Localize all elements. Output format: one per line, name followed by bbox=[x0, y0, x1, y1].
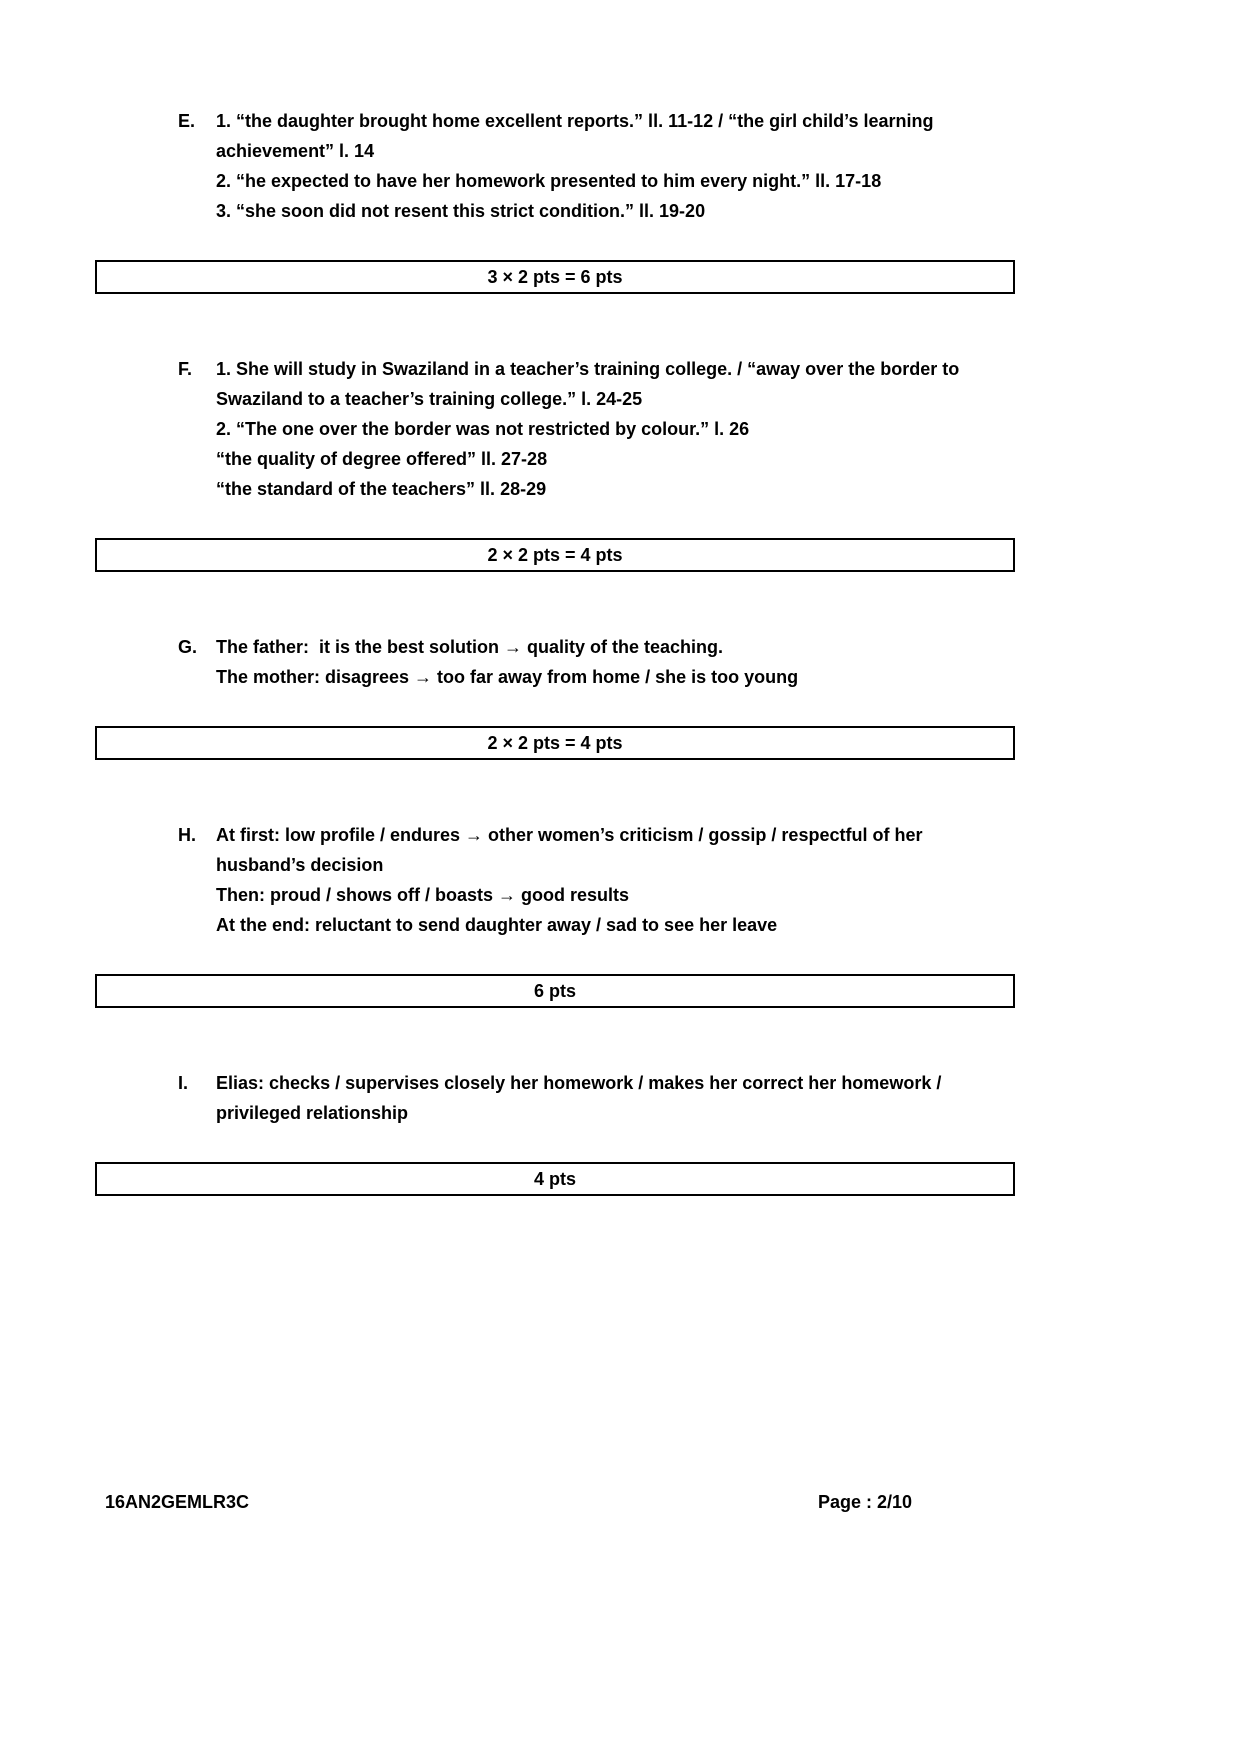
points-label: 6 pts bbox=[533, 980, 576, 1001]
section-letter: F. bbox=[178, 359, 193, 379]
page-footer bbox=[0, 1492, 1240, 1522]
answer-section-i bbox=[178, 1068, 996, 1128]
answer-line: 2. “The one over the border was not restricted by colour.” l. 26 bbox=[216, 419, 750, 439]
answer-line: 3. “she soon did not resent this strict condition.” ll. 19-20 bbox=[216, 201, 706, 221]
section-body bbox=[216, 820, 996, 940]
answer-section-f bbox=[178, 354, 996, 504]
answer-line: 1. “the daughter brought home excellent reports.” ll. 11-12 / “the girl child’s learning achievement” l. 14 bbox=[216, 111, 939, 161]
answer-line: At the end: reluctant to send daughter away / sad to see her leave bbox=[216, 915, 778, 935]
answer-line: “the standard of the teachers” ll. 28-29 bbox=[216, 479, 547, 499]
answer-line: “the quality of degree offered” ll. 27-28 bbox=[216, 449, 548, 469]
answer-section-h bbox=[178, 820, 996, 940]
document-code: 16AN2GEMLR3C bbox=[105, 1492, 250, 1512]
section-body bbox=[216, 106, 996, 226]
points-box bbox=[95, 726, 1015, 760]
section-body bbox=[216, 1068, 996, 1128]
points-box bbox=[95, 538, 1015, 572]
page-content bbox=[0, 106, 1240, 1196]
answer-line: Elias: checks / supervises closely her homework / makes her correct her homework / privileged relationship bbox=[216, 1073, 947, 1123]
points-label: 2 × 2 pts = 4 pts bbox=[487, 544, 623, 565]
section-body bbox=[216, 354, 996, 504]
answer-line: 2. “he expected to have her homework presented to him every night.” ll. 17-18 bbox=[216, 171, 882, 191]
answer-line: The mother: disagrees → too far away from home / she is too young bbox=[216, 667, 799, 687]
answer-line: Then: proud / shows off / boasts → good results bbox=[216, 885, 630, 905]
points-label: 4 pts bbox=[533, 1168, 576, 1189]
section-letter: I. bbox=[178, 1073, 189, 1093]
answer-line: At first: low profile / endures → other women’s criticism / gossip / respectful of her husband’s decision bbox=[216, 825, 928, 875]
points-label: 3 × 2 pts = 6 pts bbox=[487, 266, 623, 287]
section-letter: H. bbox=[178, 825, 196, 845]
answer-section-e bbox=[178, 106, 996, 226]
answer-line: The father: it is the best solution → quality of the teaching. bbox=[216, 637, 724, 657]
points-label: 2 × 2 pts = 4 pts bbox=[487, 732, 623, 753]
page-number: Page : 2/10 bbox=[818, 1492, 913, 1512]
answer-section-g bbox=[178, 632, 996, 692]
points-box bbox=[95, 974, 1015, 1008]
points-box bbox=[95, 260, 1015, 294]
points-box bbox=[95, 1162, 1015, 1196]
section-letter: E. bbox=[178, 111, 196, 131]
section-letter: G. bbox=[178, 637, 198, 657]
section-body bbox=[216, 632, 996, 692]
answer-line: 1. She will study in Swaziland in a teacher’s training college. / “away over the border to Swaziland to a teacher’s training college.” l. 24-25 bbox=[216, 359, 965, 409]
